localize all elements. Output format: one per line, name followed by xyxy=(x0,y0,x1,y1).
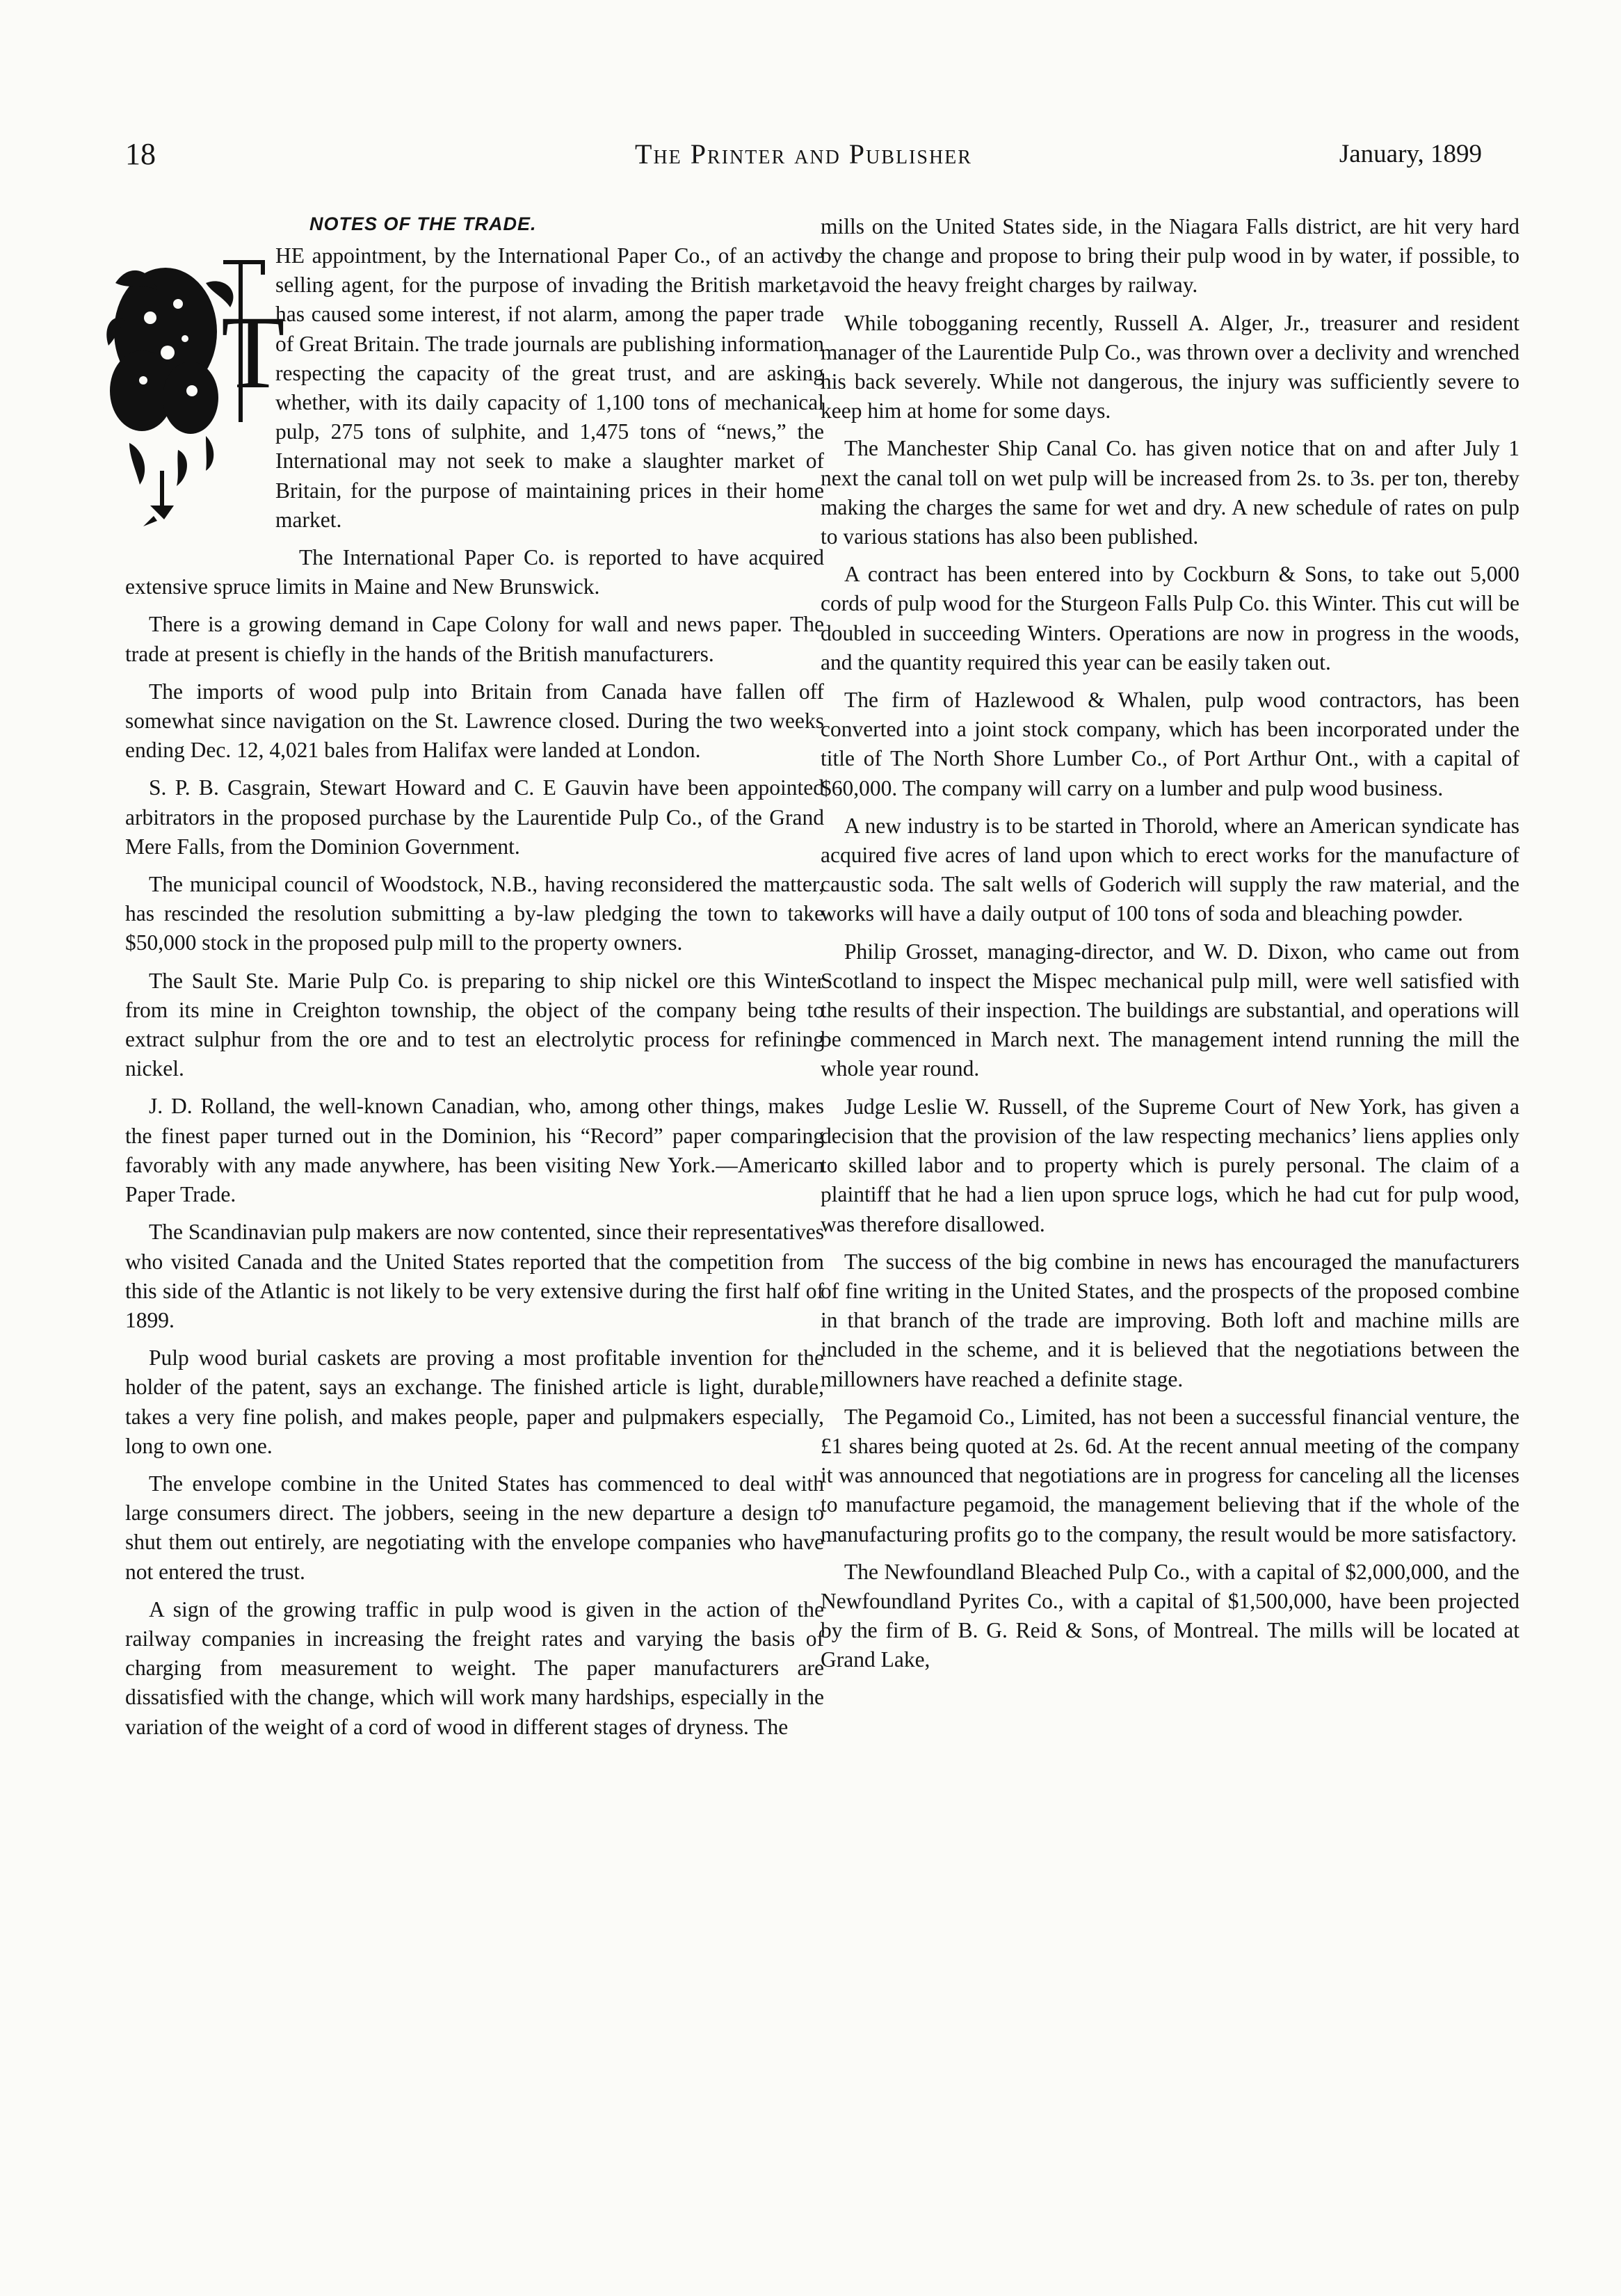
journal-title: The Printer and Publisher xyxy=(635,138,972,170)
left-paragraph: The imports of wood pulp into Britain from Canada have fallen off somewhat since navigation on the St. Lawrence closed. During the two weeks ending Dec. 12, 4,021 bales from Halifax were landed at London. xyxy=(125,679,824,763)
left-column xyxy=(125,212,824,1750)
left-paragraph: The Sault Ste. Marie Pulp Co. is preparing to ship nickel ore this Winter from its mine in Creighton township, the object of the company being to extract sulphur from the ore and to test an electrolytic process for refining nickel. xyxy=(125,968,824,1081)
right-paragraph: mills on the United States side, in the Niagara Falls district, are hit very hard by the change and propose to bring their pulp wood in by water, if possible, to avoid the heavy freight charges by railway. xyxy=(821,214,1519,298)
right-paragraph: A contract has been entered into by Cockburn & Sons, to take out 5,000 cords of pulp wood for the Sturgeon Falls Pulp Co. this Winter. This cut will be doubled in succeeding Winters. Operations are now in progress in the woods, and the quantity required this year can be easily taken out. xyxy=(821,562,1519,674)
right-paragraph: The firm of Hazlewood & Whalen, pulp wood contractors, has been converted into a joint stock company, which has been incorporated under the title of The North Shore Lumber Co., of Port Arthur Ont., with a capital of $60,000. The company will carry on a lumber and pulp wood business. xyxy=(821,688,1519,800)
foliage-ornament-icon xyxy=(102,241,285,561)
left-paragraph: The Scandinavian pulp makers are now contented, since their representatives who visited Canada and the United States reported that the competition from this side of the Atlantic is not likely to be very extensive during the first half of 1899. xyxy=(125,1220,824,1332)
left-paragraph: The International Paper Co. is reported to have acquired extensive spruce limits in Maine and New Brunswick. xyxy=(125,545,824,599)
right-paragraph: The success of the big combine in news has encouraged the manufacturers of fine writing in the United States, and the prospects of the proposed combine in that branch of the trade are improving. Both loft and machine mills are included in the scheme, and it is believed that the negotiations between the millowners have reached a definite stage. xyxy=(821,1249,1519,1391)
left-paragraph: S. P. B. Casgrain, Stewart Howard and C. E Gauvin have been appointed arbitrators in the proposed purchase by the Laurentide Pulp Co., of the Grand Mere Falls, from the Dominion Government. xyxy=(125,775,824,859)
right-paragraph: Philip Grosset, managing-director, and W. D. Dixon, who came out from Scotland to inspect the Mispec mechanical pulp mill, were well satisfied with the results of their inspection. The buildings are substantial, and operations will be commenced in March next. The management intend running the mill the whole year round. xyxy=(821,939,1519,1081)
ornamental-drop-cap xyxy=(102,241,285,561)
left-paragraph: The envelope combine in the United States has commenced to deal with large consumers direct. The jobbers, seeing in the new departure a design to shut them out entirely, are negotiating with the envelope companies who have not entered the trust. xyxy=(125,1471,824,1584)
left-paragraph: Pulp wood burial caskets are proving a most profitable invention for the holder of the patent, says an exchange. The finished article is light, durable, takes a very fine polish, and makes people, paper and pulpmakers especially, long to own one. xyxy=(125,1345,824,1458)
right-paragraph: The Pegamoid Co., Limited, has not been a successful financial venture, the £1 shares being quoted at 2s. 6d. At the recent annual meeting of the company it was announced that negotiations are in progress for canceling all the licenses to manufacture pegamoid, the management believing that if the whole of the manufacturing profits go to the company, the result would be more satisfactory. xyxy=(821,1404,1519,1546)
right-paragraph: The Manchester Ship Canal Co. has given notice that on and after July 1 next the canal toll on wet pulp will be increased from 2s. to 3s. per ton, thereby making the charges the same for wet and dry. A new schedule of rates on pulp to various stations has also been published. xyxy=(821,436,1519,549)
right-paragraph: The Newfoundland Bleached Pulp Co., with a capital of $2,000,000, and the Newfoundland Pyrites Co., with a capital of $1,500,000, have been projected by the firm of B. G. Reid & Sons, of Montreal. The mills will be located at Grand Lake, xyxy=(821,1559,1519,1672)
left-paragraph: A sign of the growing traffic in pulp wood is given in the action of the railway companies in increasing the freight rates and varying the basis of charging from measurement to weight. The paper manufacturers are dissatisfied with the change, which will work many hardships, especially in the variation of the weight of a cord of wood in different stages of dryness. The xyxy=(125,1596,824,1739)
left-paragraph: J. D. Rolland, the well-known Canadian, who, among other things, makes the finest paper turned out in the Dominion, his “Record” paper comparing favorably with any made anywhere, has been visiting New York.—American Paper Trade. xyxy=(125,1094,824,1207)
left-paragraph: The municipal council of Woodstock, N.B., having reconsidered the matter, has rescinded the resolution submitting a by-law pledging the town to take $50,000 stock in the proposed pulp mill to the property owners. xyxy=(125,872,824,955)
right-paragraph: Judge Leslie W. Russell, of the Supreme Court of New York, has given a decision that the provision of the law respecting mechanics’ liens applies only to skilled labor and to property which is purely personal. The claim of a plaintiff that he had a lien upon spruce logs, which he had cut for pulp wood, was therefore disallowed. xyxy=(821,1094,1519,1236)
drop-cap-letter: T xyxy=(221,295,285,410)
issue-date: January, 1899 xyxy=(1339,140,1482,168)
section-heading: NOTES OF THE TRADE. xyxy=(309,213,537,234)
left-paragraph: There is a growing demand in Cape Colony for wall and news paper. The trade at present is chiefly in the hands of the British manufacturers. xyxy=(125,612,824,666)
running-head xyxy=(125,136,1482,185)
left-paragraph: HE appointment, by the International Paper Co., of an active selling agent, for the purpose of invading the British market, has caused some interest, if not alarm, among the paper trade of Great Britain. The trade journals are publishing information respecting the capacity of the great trust, and are asking whether, with its daily capacity of 1,100 tons of mechanical pulp, 275 tons of sulphite, and 1,475 tons of “news,” the International may not seek to make a slaughter market of Britain, for the purpose of maintaining prices in their home market. xyxy=(275,243,824,532)
right-paragraph: A new industry is to be started in Thorold, where an American syndicate has acquired five acres of land upon which to erect works for the manufacture of caustic soda. The salt wells of Goderich will supply the raw material, and the works will have a daily output of 100 tons of soda and bleaching powder. xyxy=(821,813,1519,926)
right-paragraph: While tobogganing recently, Russell A. Alger, Jr., treasurer and resident manager of the Laurentide Pulp Co., was thrown over a declivity and wrenched his back severely. While not dangerous, the injury was sufficiently severe to keep him at home for some days. xyxy=(821,310,1519,423)
right-column xyxy=(821,212,1519,1683)
page-number: 18 xyxy=(125,137,156,171)
